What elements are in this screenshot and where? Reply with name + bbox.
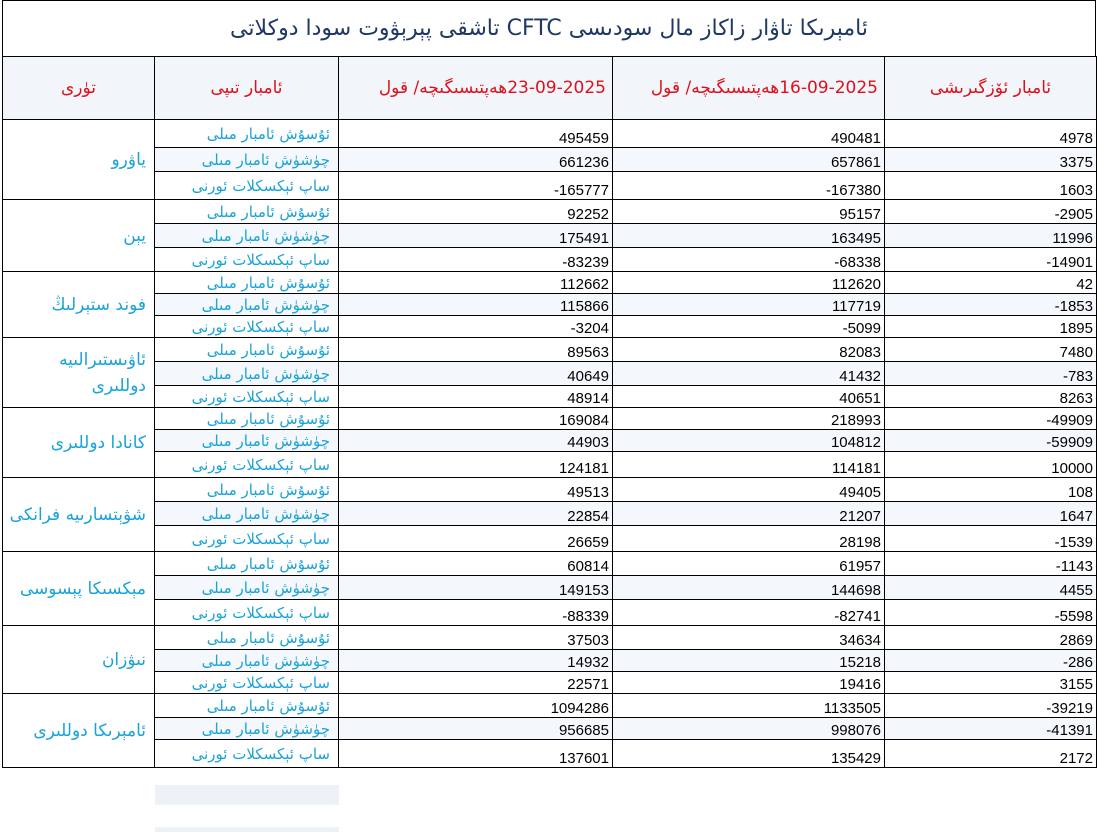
position-type-cell: چۈشۈش ئامبار مىلى xyxy=(155,294,339,316)
week-2-value-cell: -88339 xyxy=(339,600,613,626)
week-1-value-cell: 117719 xyxy=(613,294,885,316)
table-row xyxy=(3,718,1097,740)
header-position-type: ئامبار تىپى xyxy=(155,57,339,120)
position-type-cell: ساپ ئېكسكلات ئورنى xyxy=(155,526,339,552)
week-1-value-cell: 40651 xyxy=(613,386,885,408)
report-title: ئامېرىكا تاۋار زاكاز مال سودىسى CFTC تاشقى پېرېۋوت سودا دوكلاتى xyxy=(2,0,1096,56)
week-1-value-cell: 61957 xyxy=(613,552,885,576)
change-value-cell: -1539 xyxy=(885,526,1097,552)
week-2-value-cell: 37503 xyxy=(339,626,613,650)
change-value-cell: 3375 xyxy=(885,148,1097,172)
change-value-cell: 1603 xyxy=(885,172,1097,200)
change-value-cell: -59909 xyxy=(885,430,1097,452)
week-1-value-cell: 998076 xyxy=(613,718,885,740)
position-type-cell: چۈشۈش ئامبار مىلى xyxy=(155,430,339,452)
week-2-value-cell: 60814 xyxy=(339,552,613,576)
change-value-cell: -1143 xyxy=(885,552,1097,576)
week-1-value-cell: 21207 xyxy=(613,502,885,526)
week-1-value-cell: 163495 xyxy=(613,224,885,248)
table-row xyxy=(3,408,1097,430)
change-value-cell: -5598 xyxy=(885,600,1097,626)
variety-cell: نىۋزان xyxy=(3,626,155,694)
header-week-1: 16-09-2025ھەپتىسىگىچە/ قول xyxy=(613,57,885,120)
table-row xyxy=(3,316,1097,338)
change-value-cell: 4978 xyxy=(885,120,1097,148)
change-value-cell: -39219 xyxy=(885,694,1097,718)
table-row xyxy=(3,526,1097,552)
week-2-value-cell: 137601 xyxy=(339,740,613,768)
week-2-value-cell: 124181 xyxy=(339,452,613,478)
week-1-value-cell: 112620 xyxy=(613,272,885,294)
change-value-cell: 11996 xyxy=(885,224,1097,248)
change-value-cell: 1647 xyxy=(885,502,1097,526)
position-type-cell: ئۇسۇش ئامبار مىلى xyxy=(155,120,339,148)
week-1-value-cell: -5099 xyxy=(613,316,885,338)
table-body xyxy=(3,120,1097,768)
week-1-value-cell: 28198 xyxy=(613,526,885,552)
change-value-cell: 7480 xyxy=(885,338,1097,362)
table-row xyxy=(3,600,1097,626)
table-row xyxy=(3,552,1097,576)
variety-cell: مېكسىكا پېسوسى xyxy=(3,552,155,626)
variety-cell: فوند ستېرلىڭ xyxy=(3,272,155,338)
position-type-cell: ساپ ئېكسكلات ئورنى xyxy=(155,248,339,272)
week-2-value-cell: 112662 xyxy=(339,272,613,294)
empty-cell-shade xyxy=(155,827,339,832)
week-2-value-cell: 1094286 xyxy=(339,694,613,718)
week-1-value-cell: 34634 xyxy=(613,626,885,650)
table-row xyxy=(3,272,1097,294)
week-2-value-cell: 661236 xyxy=(339,148,613,172)
week-2-value-cell: 22571 xyxy=(339,672,613,694)
week-2-value-cell: 22854 xyxy=(339,502,613,526)
week-2-value-cell: 149153 xyxy=(339,576,613,600)
week-2-value-cell: -165777 xyxy=(339,172,613,200)
change-value-cell: 42 xyxy=(885,272,1097,294)
variety-cell: كانادا دوللىرى xyxy=(3,408,155,478)
change-value-cell: -49909 xyxy=(885,408,1097,430)
week-2-value-cell: 115866 xyxy=(339,294,613,316)
header-change: ئامبار ئۆزگىرىشى xyxy=(885,57,1097,120)
change-value-cell: -14901 xyxy=(885,248,1097,272)
position-type-cell: ئۇسۇش ئامبار مىلى xyxy=(155,272,339,294)
table-row xyxy=(3,430,1097,452)
week-1-value-cell: 41432 xyxy=(613,362,885,386)
table-row xyxy=(3,362,1097,386)
week-1-value-cell: 82083 xyxy=(613,338,885,362)
position-type-cell: چۈشۈش ئامبار مىلى xyxy=(155,362,339,386)
table-row xyxy=(3,200,1097,224)
change-value-cell: 1895 xyxy=(885,316,1097,338)
table-row xyxy=(3,452,1097,478)
week-1-value-cell: 490481 xyxy=(613,120,885,148)
week-2-value-cell: 40649 xyxy=(339,362,613,386)
position-type-cell: ساپ ئېكسكلات ئورنى xyxy=(155,600,339,626)
position-type-cell: ساپ ئېكسكلات ئورنى xyxy=(155,172,339,200)
change-value-cell: 4455 xyxy=(885,576,1097,600)
week-2-value-cell: 26659 xyxy=(339,526,613,552)
table-row xyxy=(3,740,1097,768)
table-row xyxy=(3,626,1097,650)
table-row xyxy=(3,502,1097,526)
position-type-cell: چۈشۈش ئامبار مىلى xyxy=(155,576,339,600)
position-type-cell: چۈشۈش ئامبار مىلى xyxy=(155,224,339,248)
week-2-value-cell: 92252 xyxy=(339,200,613,224)
position-type-cell: ساپ ئېكسكلات ئورنى xyxy=(155,316,339,338)
position-type-cell: ئۇسۇش ئامبار مىلى xyxy=(155,200,339,224)
header-week-2: 23-09-2025ھەپتىسىگىچە/ قول xyxy=(339,57,613,120)
change-value-cell: -783 xyxy=(885,362,1097,386)
week-2-value-cell: 49513 xyxy=(339,478,613,502)
change-value-cell: -41391 xyxy=(885,718,1097,740)
week-2-value-cell: 956685 xyxy=(339,718,613,740)
week-1-value-cell: -167380 xyxy=(613,172,885,200)
position-type-cell: ئۇسۇش ئامبار مىلى xyxy=(155,626,339,650)
header-variety: تۈرى xyxy=(3,57,155,120)
week-2-value-cell: 89563 xyxy=(339,338,613,362)
week-1-value-cell: 114181 xyxy=(613,452,885,478)
week-1-value-cell: 95157 xyxy=(613,200,885,224)
change-value-cell: -1853 xyxy=(885,294,1097,316)
change-value-cell: 2172 xyxy=(885,740,1097,768)
week-2-value-cell: 44903 xyxy=(339,430,613,452)
week-1-value-cell: 135429 xyxy=(613,740,885,768)
change-value-cell: 3155 xyxy=(885,672,1097,694)
week-1-value-cell: 49405 xyxy=(613,478,885,502)
table-row xyxy=(3,576,1097,600)
week-1-value-cell: 657861 xyxy=(613,148,885,172)
week-2-value-cell: 169084 xyxy=(339,408,613,430)
position-type-cell: ئۇسۇش ئامبار مىلى xyxy=(155,694,339,718)
week-2-value-cell: 175491 xyxy=(339,224,613,248)
position-type-cell: ساپ ئېكسكلات ئورنى xyxy=(155,672,339,694)
position-type-cell: چۈشۈش ئامبار مىلى xyxy=(155,502,339,526)
position-type-cell: ئۇسۇش ئامبار مىلى xyxy=(155,478,339,502)
table-row xyxy=(3,248,1097,272)
position-type-cell: ساپ ئېكسكلات ئورنى xyxy=(155,740,339,768)
change-value-cell: 8263 xyxy=(885,386,1097,408)
position-type-cell: ساپ ئېكسكلات ئورنى xyxy=(155,386,339,408)
week-2-value-cell: 495459 xyxy=(339,120,613,148)
variety-cell: ياۋرو xyxy=(3,120,155,200)
position-type-cell: چۈشۈش ئامبار مىلى xyxy=(155,148,339,172)
table-row xyxy=(3,120,1097,148)
variety-cell: يېن xyxy=(3,200,155,272)
table-row xyxy=(3,650,1097,672)
table-row xyxy=(3,148,1097,172)
week-1-value-cell: -82741 xyxy=(613,600,885,626)
position-type-cell: ئۇسۇش ئامبار مىلى xyxy=(155,338,339,362)
cftc-position-table xyxy=(2,56,1097,768)
week-1-value-cell: 144698 xyxy=(613,576,885,600)
week-1-value-cell: 19416 xyxy=(613,672,885,694)
position-type-cell: چۈشۈش ئامبار مىلى xyxy=(155,718,339,740)
empty-cell-shade xyxy=(155,785,339,805)
table-row xyxy=(3,672,1097,694)
week-1-value-cell: 218993 xyxy=(613,408,885,430)
change-value-cell: -286 xyxy=(885,650,1097,672)
week-2-value-cell: -83239 xyxy=(339,248,613,272)
week-1-value-cell: 15218 xyxy=(613,650,885,672)
change-value-cell: 2869 xyxy=(885,626,1097,650)
week-1-value-cell: 1133505 xyxy=(613,694,885,718)
position-type-cell: ساپ ئېكسكلات ئورنى xyxy=(155,452,339,478)
week-2-value-cell: -3204 xyxy=(339,316,613,338)
week-2-value-cell: 48914 xyxy=(339,386,613,408)
change-value-cell: -2905 xyxy=(885,200,1097,224)
position-type-cell: چۈشۈش ئامبار مىلى xyxy=(155,650,339,672)
change-value-cell: 10000 xyxy=(885,452,1097,478)
table-row xyxy=(3,694,1097,718)
week-1-value-cell: 104812 xyxy=(613,430,885,452)
position-type-cell: ئۇسۇش ئامبار مىلى xyxy=(155,552,339,576)
variety-cell: ئاۋىستىرالىيە دوللىرى xyxy=(3,338,155,408)
table-row xyxy=(3,224,1097,248)
table-row xyxy=(3,386,1097,408)
week-2-value-cell: 14932 xyxy=(339,650,613,672)
table-row xyxy=(3,478,1097,502)
week-1-value-cell: -68338 xyxy=(613,248,885,272)
table-row xyxy=(3,172,1097,200)
table-row xyxy=(3,338,1097,362)
variety-cell: ئامېرىكا دوللىرى xyxy=(3,694,155,768)
change-value-cell: 108 xyxy=(885,478,1097,502)
position-type-cell: ئۇسۇش ئامبار مىلى xyxy=(155,408,339,430)
variety-cell: شۋېتسارىيە فرانكى xyxy=(3,478,155,552)
table-header-row xyxy=(3,57,1097,120)
table-row xyxy=(3,294,1097,316)
